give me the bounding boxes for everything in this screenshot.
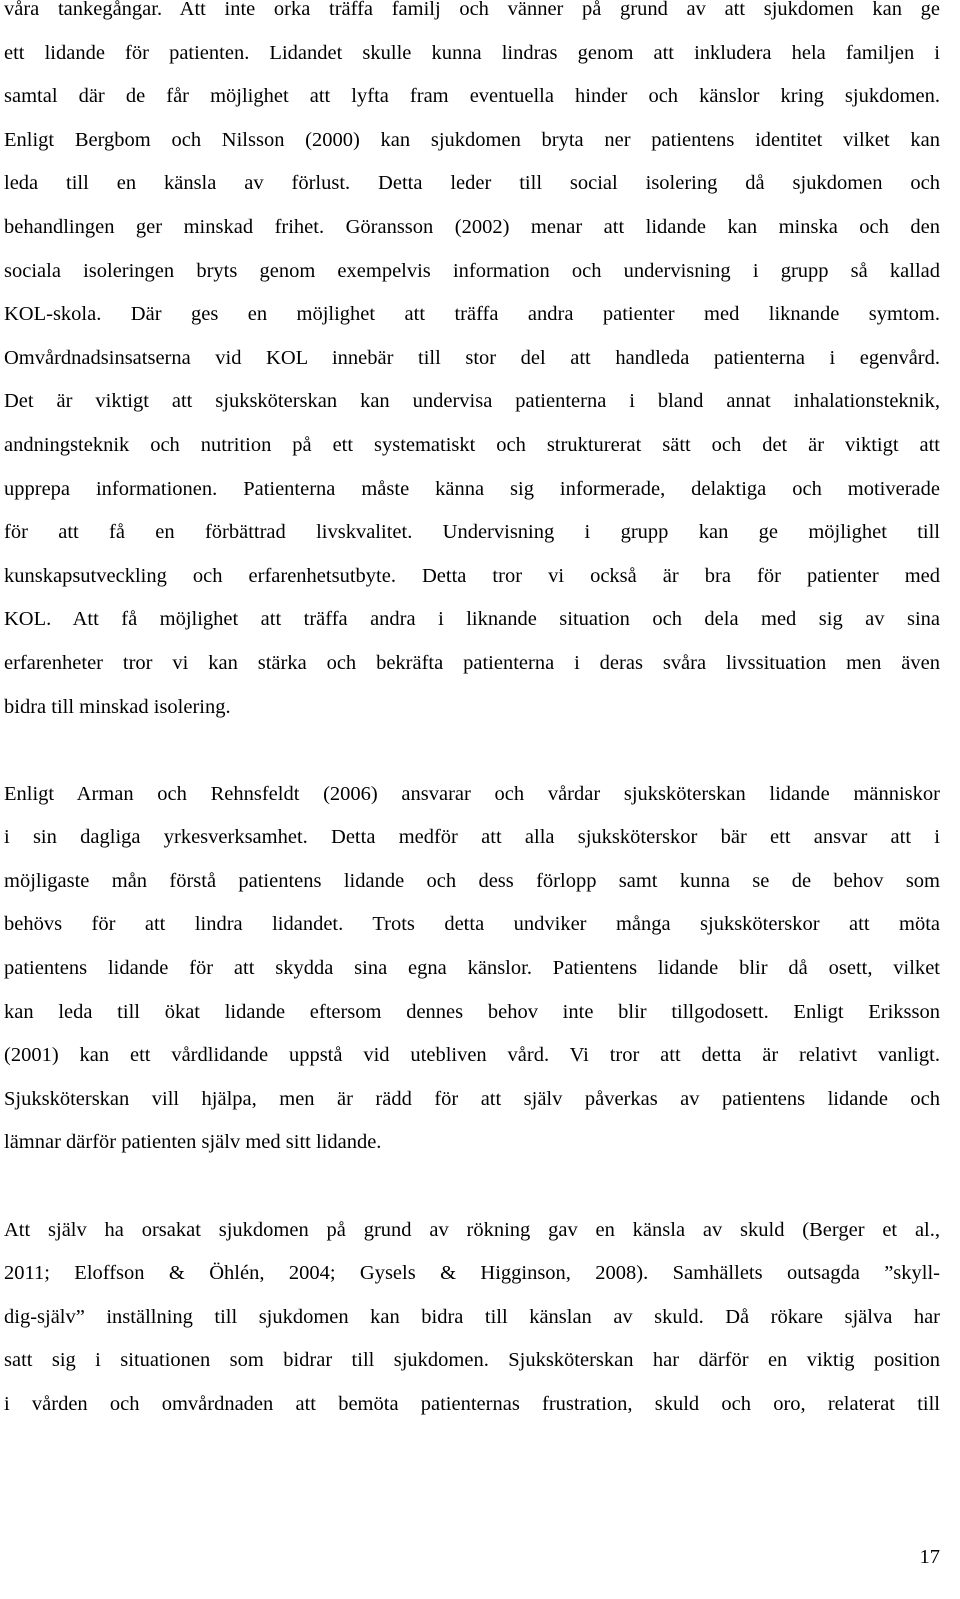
paragraph-gap [4,1165,940,1209]
text-line: dig-själv” inställning till sjukdomen kan bidra till känslan av skuld. Då rökare själva har [4,1305,940,1328]
text-line: leda till en känsla av förlust. Detta leder till social isolering då sjukdomen och [4,172,940,195]
text-line: Omvårdnadsinsatserna vid KOL innebär till stor del att handleda patienterna i egenvård. [4,346,940,369]
text-line: KOL. Att få möjlighet att träffa andra i liknande situation och dela med sig av sina [4,608,940,631]
text-line: Det är viktigt att sjuksköterskan kan undervisa patienterna i bland annat inhalationsteknik, [4,390,940,413]
text-line: lämnar därför patienten själv med sitt lidande. [4,1131,382,1154]
text-line: kan leda till ökat lidande eftersom dennes behov inte blir tillgodosett. Enligt Eriksson [4,1000,940,1023]
text-line: erfarenheter tror vi kan stärka och bekräfta patienterna i deras svåra livssituation men även [4,651,940,674]
text-line: Att själv ha orsakat sjukdomen på grund av rökning gav en känsla av skuld (Berger et al., [4,1218,940,1241]
text-line: upprepa informationen. Patienterna måste känna sig informerade, delaktiga och motiverade [4,477,940,500]
text-line: behövs för att lindra lidandet. Trots detta undviker många sjuksköterskor att möta [4,913,940,936]
text-line: (2001) kan ett vårdlidande uppstå vid utebliven vård. Vi tror att detta är relativt vanligt. [4,1044,940,1067]
text-line: bidra till minskad isolering. [4,695,231,718]
paragraph-3 [4,1209,940,1427]
document-page [4,0,940,1427]
text-line: Enligt Bergbom och Nilsson (2000) kan sjukdomen bryta ner patientens identitet vilket kan [4,128,940,151]
text-line: samtal där de får möjlighet att lyfta fram eventuella hinder och känslor kring sjukdomen. [4,85,940,108]
text-line: 2011; Eloffson & Öhlén, 2004; Gysels & Higginson, 2008). Samhällets outsagda ”skyll- [4,1262,940,1285]
text-line: andningsteknik och nutrition på ett systematiskt och strukturerat sätt och det är viktigt att [4,433,940,456]
page-number: 17 [919,1546,940,1568]
text-line: kunskapsutveckling och erfarenhetsutbyte. Detta tror vi också är bra för patienter med [4,564,940,587]
text-line: Sjuksköterskan vill hjälpa, men är rädd för att själv påverkas av patientens lidande och [4,1087,940,1110]
text-line: för att få en förbättrad livskvalitet. Undervisning i grupp kan ge möjlighet till [4,521,940,544]
text-line: behandlingen ger minskad frihet. Göransson (2002) menar att lidande kan minska och den [4,215,940,238]
paragraph-1 [4,0,940,729]
text-line: satt sig i situationen som bidrar till sjukdomen. Sjuksköterskan har därför en viktig position [4,1349,940,1372]
text-line: sociala isoleringen bryts genom exempelvis information och undervisning i grupp så kallad [4,259,940,282]
text-line: Enligt Arman och Rehnsfeldt (2006) ansvarar och vårdar sjuksköterskan lidande människor [4,782,940,805]
paragraph-2 [4,773,940,1165]
text-line: ett lidande för patienten. Lidandet skulle kunna lindras genom att inkludera hela familjen i [4,41,940,64]
text-line: patientens lidande för att skydda sina egna känslor. Patientens lidande blir då osett, vilket [4,957,940,980]
text-line: i vården och omvårdnaden att bemöta patienternas frustration, skuld och oro, relaterat till [4,1393,940,1415]
text-line: möjligaste mån förstå patientens lidande och dess förlopp samt kunna se de behov som [4,869,940,892]
paragraph-gap [4,729,940,773]
text-line: våra tankegångar. Att inte orka träffa familj och vänner på grund av att sjukdomen kan ge [4,0,940,20]
text-line: KOL-skola. Där ges en möjlighet att träffa andra patienter med liknande symtom. [4,303,940,326]
text-line: i sin dagliga yrkesverksamhet. Detta medför att alla sjuksköterskor bär ett ansvar att i [4,826,940,849]
